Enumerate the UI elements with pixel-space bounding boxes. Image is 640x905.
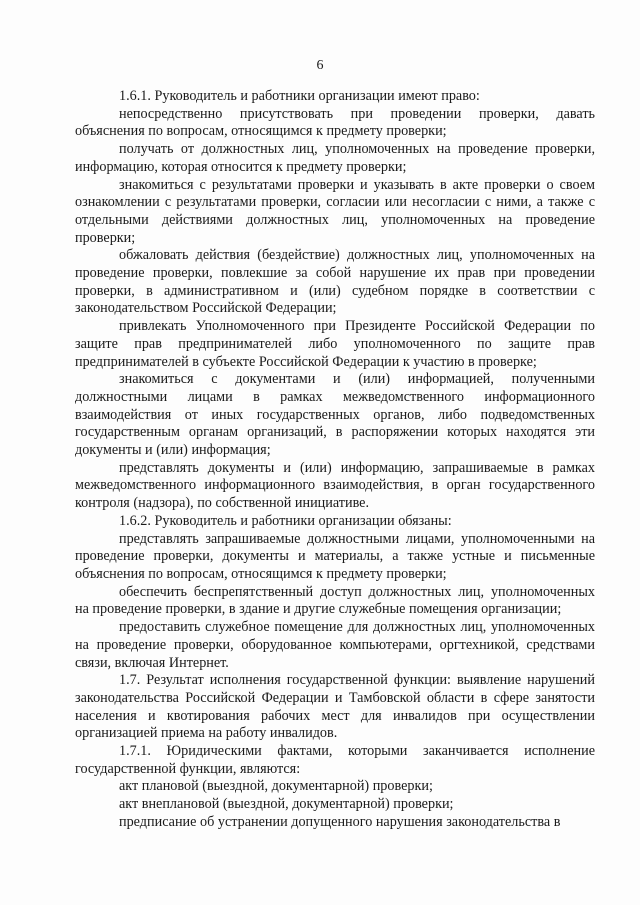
- paragraph-right-ombudsman: привлекать Уполномоченного при Президенте Российской Федерации по защите прав предпринимателей либо уполномоченного по защите прав предпринимателей в субъекте Российской Федерации к участию в проверке;: [75, 318, 595, 370]
- paragraph-duty-premises: предоставить служебное помещение для должностных лиц, уполномоченных на проведение проверки, оборудованное компьютерами, оргтехникой, средствами связи, включая Интернет.: [75, 619, 595, 671]
- paragraph-order: предписание об устранении допущенного нарушения законодательства в: [119, 813, 561, 830]
- document-body: [75, 88, 595, 832]
- paragraph-right-submit: представлять документы и (или) информацию, запрашиваемые в рамках межведомственного информационного взаимодействия, в орган государственного контроля (надзора), по собственной инициативе.: [75, 459, 595, 512]
- paragraph-duty-access: обеспечить беспрепятственный доступ должностных лиц, уполномоченных на проведение проверки, в здание и другие служебные помещения организации;: [75, 583, 595, 618]
- page-number: 6: [316, 58, 324, 73]
- paragraph-right-receive-info: получать от должностных лиц, уполномоченных на проведение проверки, информацию, которая относится к предмету проверки;: [75, 141, 595, 175]
- paragraph-right-documents: знакомиться с документами и (или) информацией, полученными должностными лицами в рамках межведомственного информационного взаимодействия от иных государственных органов, либо подведомственных государственным органам организаций, в распоряжении которых находятся эти документы и (или) информация;: [75, 371, 595, 459]
- paragraph-act-unplanned: акт внеплановой (выездной, документарной) проверки;: [119, 796, 454, 813]
- paragraph-1-7-1-facts: 1.7.1. Юридическими фактами, которыми заканчивается исполнение государственной функции, являются:: [75, 743, 595, 777]
- paragraph-duty-provide-docs: представлять запрашиваемые должностными лицами, уполномоченными на проведение проверки, документы и материалы, а также устные и письменные объяснения по вопросам, относящимся к предмету проверки;: [75, 530, 595, 582]
- paragraph-right-review-results: знакомиться с результатами проверки и указывать в акте проверки о своем ознакомлении с результатами проверки, согласии или несогласии с ними, а также с отдельными действиями должностных лиц, уполномоченных на проведение проверки;: [75, 176, 595, 246]
- paragraph-1-6-2-heading: 1.6.2. Руководитель и работники организации обязаны:: [119, 512, 452, 529]
- paragraph-1-6-1-heading: 1.6.1. Руководитель и работники организации имеют право:: [119, 88, 480, 104]
- paragraph-right-attend: непосредственно присутствовать при проведении проверки, давать объяснения по вопросам, относящимся к предмету проверки;: [75, 105, 595, 140]
- paragraph-right-appeal: обжаловать действия (бездействие) должностных лиц, уполномоченных на проведение проверки, повлекшие за собой нарушение их прав при проведении проверки, в административном и (или) судебном порядке в соответствии с законодательством Российской Федерации;: [75, 247, 595, 317]
- paragraph-1-7-result: 1.7. Результат исполнения государственной функции: выявление нарушений законодательства Российской Федерации и Тамбовской области в сфере занятости населения и квотирования рабочих мест для инвалидов при осуществлении организацией приема на работу инвалидов.: [75, 672, 595, 742]
- paragraph-act-planned: акт плановой (выездной, документарной) проверки;: [119, 778, 433, 795]
